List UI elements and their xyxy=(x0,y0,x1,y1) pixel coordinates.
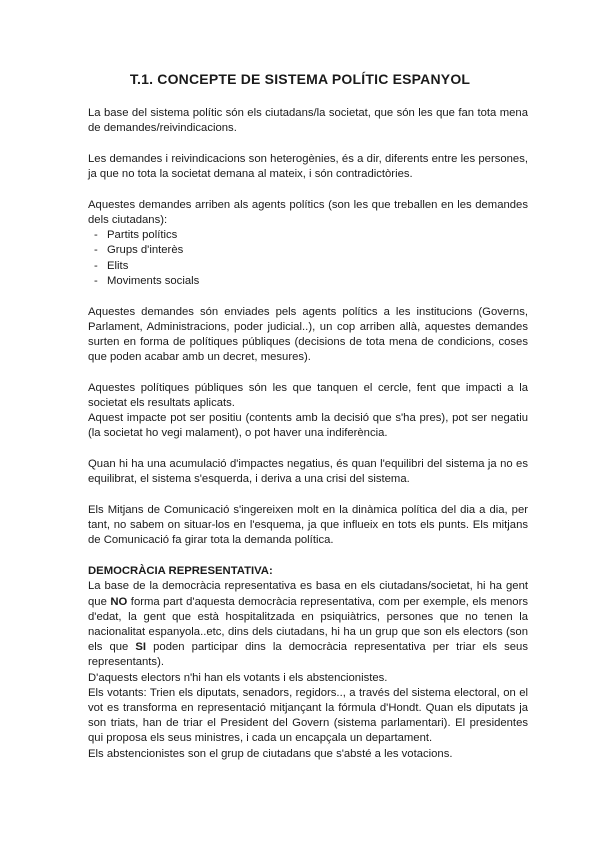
text-run: forma part d'aquesta democràcia representativa, com per exemple, els menors d'edat, la gent que està hospitalitzada en psiquiàtrics, persones que no tenen la nacionalitat espanyola..etc, dins dels ciutadans, hi ha un grup que son els electors (son els que xyxy=(88,595,528,654)
paragraph-impacte: Aquest impacte pot ser positiu (contents amb la decisió que s'ha pres), pot ser negatiu (la societat ho vegi malament), o pot haver una indiferència. xyxy=(88,412,528,440)
list-item: - Moviments socials xyxy=(94,274,528,289)
list-item: - Partits polítics xyxy=(94,228,528,243)
agents-list xyxy=(88,228,528,289)
paragraph-demandes: Les demandes i reivindicacions son heterogènies, és a dir, diferents entre les persones, ja que no tota la societat demana al mateix, i són contradictòries. xyxy=(88,152,528,181)
paragraph-societat: La base del sistema polític són els ciutadans/la societat, que són les que fan tota mena de demandes/reivindicacions. xyxy=(88,107,528,135)
emphasis-si: SI xyxy=(135,641,147,654)
paragraph-abstencionistes: Els abstencionistes son el grup de ciutadans que s'absté a les votacions. xyxy=(88,747,453,760)
paragraph-electors: D'aquests electors n'hi han els votants i els abstencionistes. xyxy=(88,671,388,684)
section-heading: DEMOCRÀCIA REPRESENTATIVA: xyxy=(88,565,273,578)
emphasis-no: NO xyxy=(110,595,128,608)
paragraph-agents: Aquestes demandes arriben als agents polítics (son les que treballen en les demandes dels ciutadans): xyxy=(88,198,528,227)
paragraph-democracia xyxy=(88,579,528,670)
list-item: - Elits xyxy=(94,259,528,274)
paragraph-institucions: Aquestes demandes són enviades pels agents polítics a les institucions (Governs, Parlament, Administracions, poder judicial..), un cop arriben allà, aquestes demandes surten en forma de polítiques públiques (decisions de tota mena de condicions, coses que poden acabar amb un decret, mesures). xyxy=(88,305,528,364)
list-item: - Grups d'interès xyxy=(94,243,528,258)
page-title: T.1. CONCEPTE DE SISTEMA POLÍTIC ESPANYOL xyxy=(129,71,471,87)
paragraph-crisi: Quan hi ha una acumulació d'impactes negatius, és quan l'equilibri del sistema ja no es equilibrat, el sistema s'esquerda, i deriva a una crisi del sistema. xyxy=(88,458,528,486)
text-run: La base de la democràcia representativa es basa en els ciutadans/societat, hi ha gent que xyxy=(88,580,528,608)
paragraph-votants: Els votants: Trien els diputats, senadors, regidors.., a través del sistema electoral, on el vot es transforma en representació mitjançant la fórmula d'Hondt. Quan els diputats ja son triats, han de triar el President del Govern (sistema parlamentari). El presidentes qui proposa els seus ministres, i cada un encapçala un departament. xyxy=(88,686,528,745)
document-body xyxy=(88,106,528,762)
paragraph-mitjans: Els Mitjans de Comunicació s'ingereixen molt en la dinàmica política del dia a dia, per tant, no sabem on situar-los en l'esquema, ja que influeix en tots els punts. Els mitjans de Comunicació fa girar tota la demanda política. xyxy=(88,504,528,547)
text-run: poden participar dins la democràcia representativa per triar els seus representants). xyxy=(88,641,528,669)
paragraph-cercle: Aquestes polítiques públiques són les que tanquen el cercle, fent que impacti a la societat els resultats aplicats. xyxy=(88,381,528,410)
